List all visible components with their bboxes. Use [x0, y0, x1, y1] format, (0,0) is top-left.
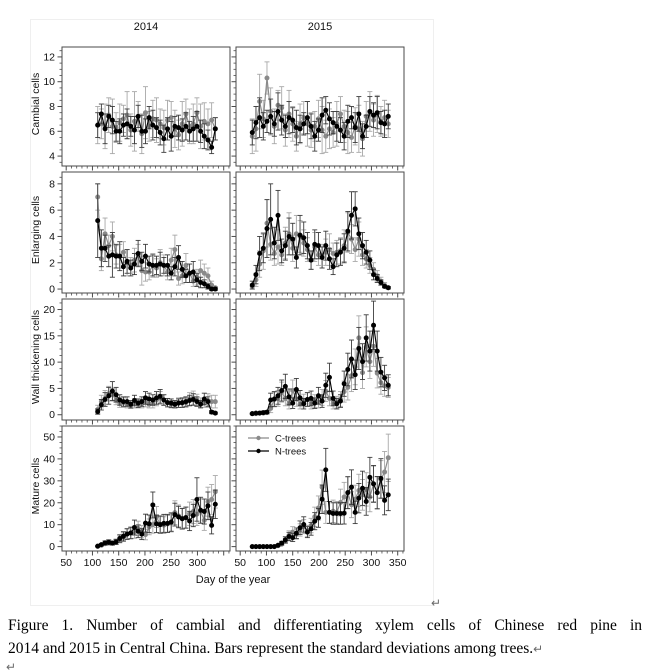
- svg-text:8: 8: [49, 178, 55, 191]
- column-title-2014: 2014: [133, 21, 159, 33]
- svg-text:300: 300: [188, 557, 207, 569]
- column-title-2015: 2015: [307, 21, 333, 33]
- svg-text:40: 40: [43, 453, 55, 466]
- svg-text:C-trees: C-trees: [275, 433, 307, 445]
- panel-cambial-2015: [232, 47, 405, 171]
- svg-text:150: 150: [283, 557, 302, 569]
- panel-mature-2015: [232, 426, 407, 569]
- paragraph-mark-next-line: ↵: [6, 660, 17, 670]
- svg-text:350: 350: [388, 557, 407, 569]
- svg-text:250: 250: [336, 557, 354, 569]
- panel-mature-2014: [43, 426, 230, 569]
- svg-text:100: 100: [83, 557, 102, 569]
- svg-text:0: 0: [49, 283, 55, 296]
- svg-text:300: 300: [362, 557, 381, 569]
- series-n-trees: [250, 93, 391, 151]
- series-n-trees: [250, 301, 391, 416]
- svg-text:100: 100: [257, 557, 276, 569]
- svg-text:12: 12: [43, 51, 55, 64]
- svg-text:30: 30: [43, 475, 55, 488]
- svg-text:8: 8: [49, 101, 55, 113]
- svg-text:2: 2: [49, 257, 55, 270]
- svg-text:4: 4: [49, 150, 55, 163]
- svg-text:50: 50: [43, 431, 55, 444]
- figure-caption-line2: [8, 638, 642, 660]
- svg-text:250: 250: [162, 557, 180, 569]
- figure-plots: [0, 40, 650, 575]
- svg-text:20: 20: [43, 497, 55, 510]
- panel-wall-thickening-2014: [43, 299, 230, 425]
- y-axis-label-wall-thickening-cells: Wall thickening cells: [30, 309, 42, 405]
- paragraph-mark-after-figure: ↵: [431, 596, 442, 610]
- series-n-trees: [95, 382, 218, 416]
- svg-text:50: 50: [234, 557, 247, 569]
- x-axis-title: Day of the year: [195, 574, 271, 586]
- y-axis-label-cambial-cells: Cambial cells: [30, 72, 42, 136]
- svg-text:4: 4: [49, 230, 55, 243]
- caption-text-line1: Figure 1. Number of cambial and differentiating xylem cells of Chinese red pine in: [8, 617, 642, 634]
- svg-text:6: 6: [49, 204, 55, 217]
- panel-enlarging-2015: [232, 172, 405, 298]
- svg-text:0: 0: [49, 541, 55, 554]
- svg-text:N-trees: N-trees: [275, 446, 307, 458]
- svg-text:10: 10: [43, 76, 55, 89]
- panel-cambial-2014: [43, 47, 230, 171]
- series-n-trees: [250, 184, 391, 290]
- svg-text:10: 10: [43, 519, 55, 532]
- svg-text:20: 20: [43, 304, 55, 317]
- svg-text:6: 6: [49, 125, 55, 138]
- panel-wall-thickening-2015: [232, 299, 405, 425]
- caption-text-line2: 2014 and 2015 in Central China. Bars represent the standard deviations among trees.: [8, 640, 534, 657]
- svg-text:0: 0: [49, 409, 55, 422]
- y-axis-label-enlarging-cells: Enlarging cells: [30, 195, 42, 265]
- svg-text:150: 150: [109, 557, 128, 569]
- panel-enlarging-2014: [49, 172, 230, 298]
- svg-text:5: 5: [49, 382, 55, 395]
- figure-caption-line1: [8, 615, 642, 637]
- svg-text:200: 200: [310, 557, 328, 569]
- svg-text:50: 50: [60, 557, 73, 569]
- paragraph-mark-after-caption: ↵: [533, 642, 544, 656]
- svg-text:15: 15: [43, 330, 55, 343]
- y-axis-label-mature-cells: Mature cells: [30, 457, 42, 515]
- svg-text:200: 200: [136, 557, 154, 569]
- svg-text:10: 10: [43, 356, 55, 369]
